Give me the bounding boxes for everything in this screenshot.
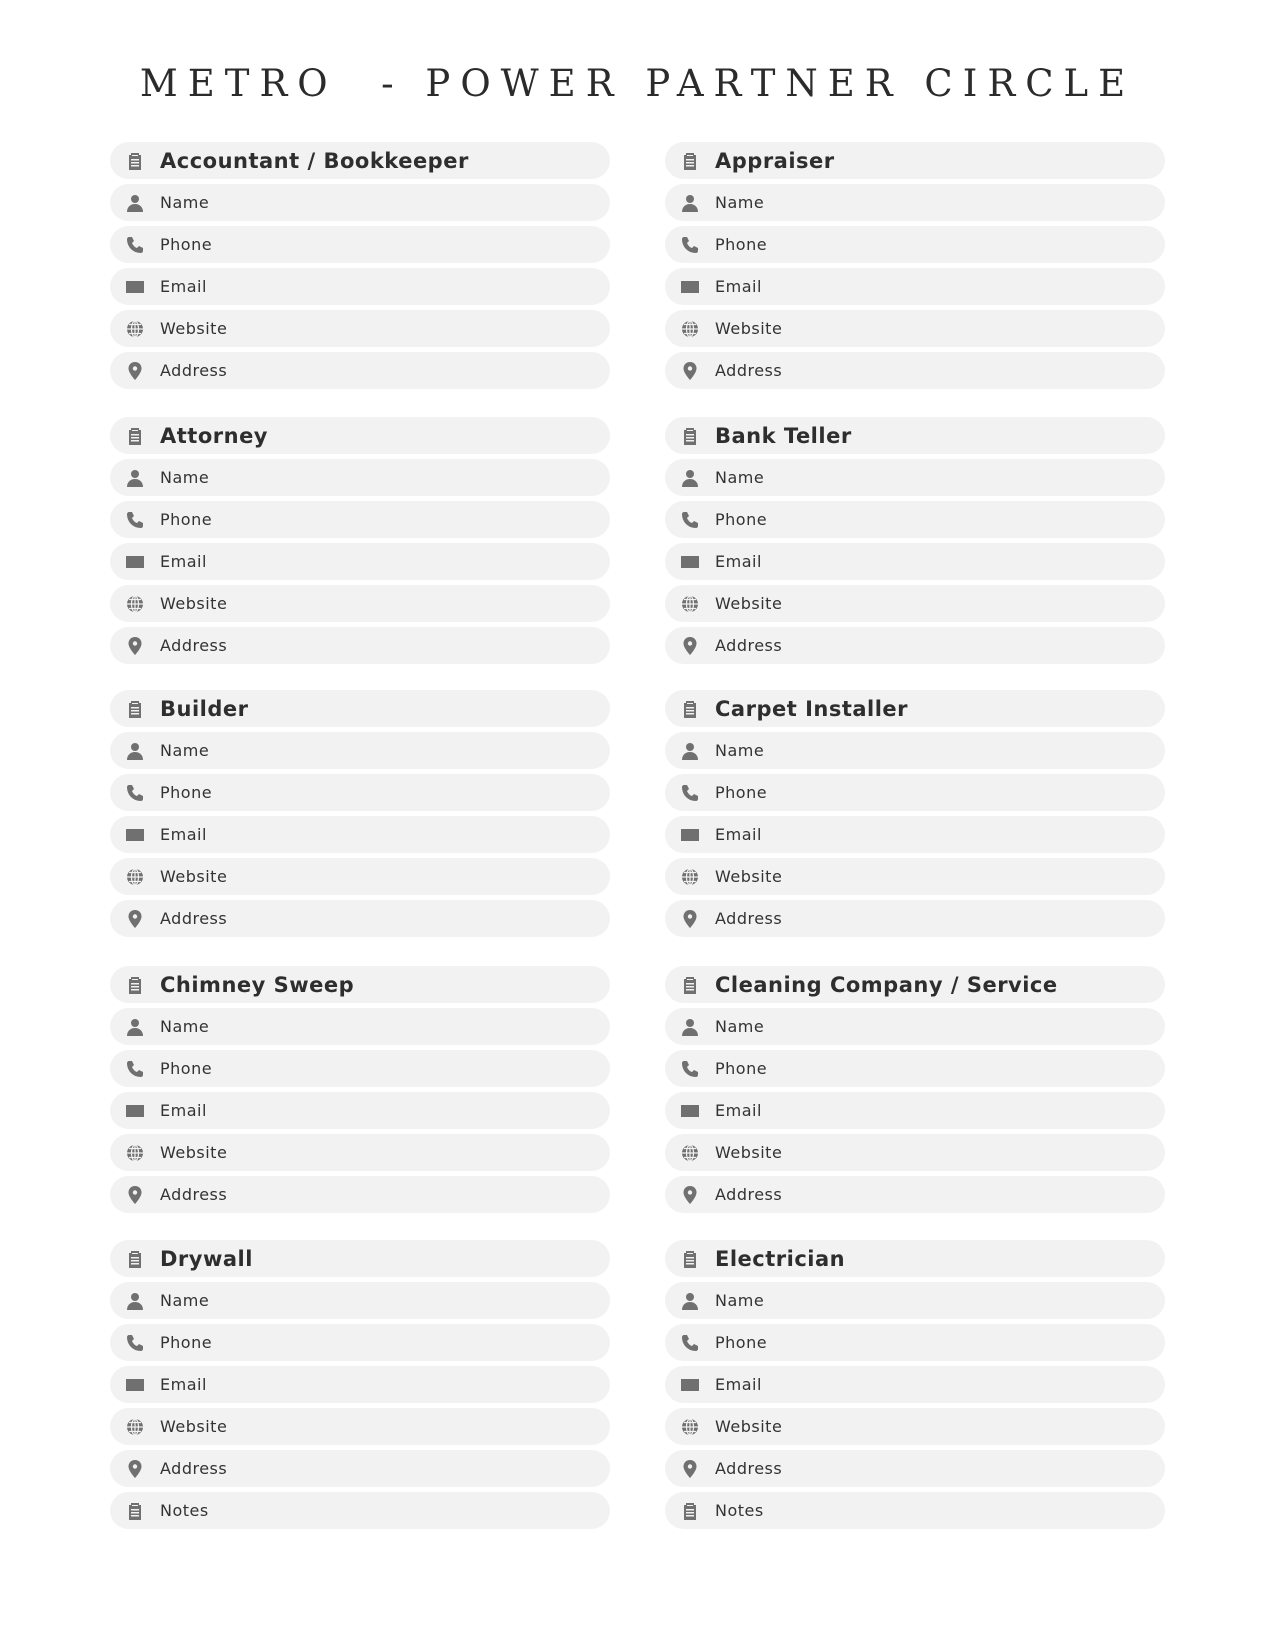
field-label-name: Name [160, 741, 210, 760]
globe-icon [679, 866, 701, 888]
envelope-icon [124, 276, 146, 298]
envelope-icon [124, 824, 146, 846]
field-name[interactable] [665, 732, 1165, 769]
card-header [110, 690, 610, 727]
field-label-address: Address [715, 636, 783, 655]
field-label-address: Address [715, 909, 783, 928]
contact-card [665, 690, 1165, 942]
field-label-name: Name [160, 1291, 210, 1310]
field-email[interactable] [110, 1092, 610, 1129]
field-phone[interactable] [665, 226, 1165, 263]
globe-icon [124, 593, 146, 615]
person-icon [124, 192, 146, 214]
field-label-address: Address [715, 361, 783, 380]
globe-icon [679, 593, 701, 615]
phone-icon [679, 782, 701, 804]
person-icon [679, 1290, 701, 1312]
contact-card [110, 690, 610, 942]
phone-icon [124, 1332, 146, 1354]
field-label-name: Name [715, 468, 765, 487]
envelope-icon [679, 276, 701, 298]
field-website[interactable] [665, 310, 1165, 347]
field-notes[interactable] [110, 1492, 610, 1529]
field-notes[interactable] [665, 1492, 1165, 1529]
field-address[interactable] [110, 1176, 610, 1213]
clipboard-icon [679, 1500, 701, 1522]
field-website[interactable] [110, 585, 610, 622]
field-label-email: Email [160, 277, 207, 296]
field-address[interactable] [665, 1176, 1165, 1213]
person-icon [679, 740, 701, 762]
card-header [110, 142, 610, 179]
field-label-website: Website [715, 1417, 783, 1436]
field-label-email: Email [715, 1375, 762, 1394]
envelope-icon [124, 1374, 146, 1396]
field-name[interactable] [110, 732, 610, 769]
contact-card [665, 417, 1165, 669]
field-label-phone: Phone [160, 783, 213, 802]
map-pin-icon [679, 1184, 701, 1206]
envelope-icon [124, 1100, 146, 1122]
field-email[interactable] [665, 1092, 1165, 1129]
field-email[interactable] [665, 543, 1165, 580]
field-label-name: Name [160, 468, 210, 487]
card-title: Accountant / Bookkeeper [160, 148, 469, 173]
field-email[interactable] [665, 1366, 1165, 1403]
field-label-website: Website [715, 594, 783, 613]
field-label-name: Name [715, 1017, 765, 1036]
field-name[interactable] [665, 184, 1165, 221]
field-label-name: Name [715, 193, 765, 212]
field-label-phone: Phone [715, 1333, 768, 1352]
field-email[interactable] [110, 1366, 610, 1403]
phone-icon [679, 1058, 701, 1080]
clipboard-icon [124, 698, 146, 720]
field-email[interactable] [110, 268, 610, 305]
map-pin-icon [124, 1184, 146, 1206]
field-label-phone: Phone [715, 1059, 768, 1078]
field-phone[interactable] [110, 1324, 610, 1361]
field-address[interactable] [110, 627, 610, 664]
field-label-notes: Notes [715, 1501, 764, 1520]
phone-icon [124, 234, 146, 256]
field-label-website: Website [160, 319, 228, 338]
field-phone[interactable] [110, 774, 610, 811]
field-label-website: Website [715, 867, 783, 886]
globe-icon [124, 866, 146, 888]
field-address[interactable] [110, 900, 610, 937]
contact-card [665, 1240, 1165, 1534]
field-label-address: Address [715, 1185, 783, 1204]
field-label-notes: Notes [160, 1501, 209, 1520]
field-website[interactable] [665, 1408, 1165, 1445]
card-header [110, 417, 610, 454]
field-label-address: Address [160, 1459, 228, 1478]
clipboard-icon [124, 425, 146, 447]
field-phone[interactable] [665, 1324, 1165, 1361]
field-address[interactable] [665, 627, 1165, 664]
field-phone[interactable] [665, 1050, 1165, 1087]
card-title: Cleaning Company / Service [715, 972, 1058, 997]
clipboard-icon [124, 1248, 146, 1270]
clipboard-icon [679, 698, 701, 720]
map-pin-icon [679, 908, 701, 930]
field-label-phone: Phone [160, 510, 213, 529]
field-address[interactable] [665, 900, 1165, 937]
field-address[interactable] [665, 1450, 1165, 1487]
card-header [665, 417, 1165, 454]
field-email[interactable] [665, 816, 1165, 853]
field-website[interactable] [665, 585, 1165, 622]
clipboard-icon [124, 1500, 146, 1522]
map-pin-icon [124, 1458, 146, 1480]
phone-icon [679, 1332, 701, 1354]
person-icon [679, 1016, 701, 1038]
clipboard-icon [679, 974, 701, 996]
map-pin-icon [679, 360, 701, 382]
contact-card [665, 142, 1165, 394]
field-email[interactable] [110, 816, 610, 853]
card-header [665, 142, 1165, 179]
card-header [665, 690, 1165, 727]
field-website[interactable] [665, 858, 1165, 895]
field-address[interactable] [665, 352, 1165, 389]
field-name[interactable] [665, 1008, 1165, 1045]
card-header [665, 1240, 1165, 1277]
map-pin-icon [124, 908, 146, 930]
contact-card [110, 142, 610, 394]
field-name[interactable] [110, 184, 610, 221]
phone-icon [679, 234, 701, 256]
field-label-address: Address [160, 1185, 228, 1204]
field-phone[interactable] [110, 1050, 610, 1087]
card-title: Appraiser [715, 148, 835, 173]
field-label-email: Email [715, 1101, 762, 1120]
clipboard-icon [124, 974, 146, 996]
field-label-website: Website [715, 319, 783, 338]
field-label-name: Name [160, 1017, 210, 1036]
field-label-address: Address [160, 361, 228, 380]
person-icon [124, 1016, 146, 1038]
phone-icon [679, 509, 701, 531]
phone-icon [124, 1058, 146, 1080]
field-website[interactable] [110, 1408, 610, 1445]
person-icon [124, 467, 146, 489]
envelope-icon [124, 551, 146, 573]
field-name[interactable] [110, 1008, 610, 1045]
field-name[interactable] [665, 1282, 1165, 1319]
person-icon [679, 467, 701, 489]
field-phone[interactable] [665, 774, 1165, 811]
contact-card [110, 417, 610, 669]
field-label-email: Email [160, 1101, 207, 1120]
card-title: Carpet Installer [715, 696, 909, 721]
envelope-icon [679, 1374, 701, 1396]
card-header [665, 966, 1165, 1003]
field-name[interactable] [110, 459, 610, 496]
field-label-website: Website [160, 867, 228, 886]
field-label-phone: Phone [715, 510, 768, 529]
field-label-name: Name [160, 193, 210, 212]
field-website[interactable] [110, 310, 610, 347]
card-header [110, 1240, 610, 1277]
field-label-name: Name [715, 741, 765, 760]
envelope-icon [679, 824, 701, 846]
field-label-phone: Phone [715, 783, 768, 802]
globe-icon [124, 1142, 146, 1164]
clipboard-icon [679, 150, 701, 172]
field-phone[interactable] [110, 226, 610, 263]
field-label-address: Address [160, 909, 228, 928]
field-label-phone: Phone [160, 1059, 213, 1078]
map-pin-icon [679, 1458, 701, 1480]
field-label-address: Address [160, 636, 228, 655]
field-label-email: Email [160, 552, 207, 571]
person-icon [124, 740, 146, 762]
map-pin-icon [124, 360, 146, 382]
field-address[interactable] [110, 352, 610, 389]
field-label-email: Email [160, 1375, 207, 1394]
clipboard-icon [679, 1248, 701, 1270]
field-label-name: Name [715, 1291, 765, 1310]
card-title: Chimney Sweep [160, 972, 355, 997]
field-website[interactable] [665, 1134, 1165, 1171]
phone-icon [124, 509, 146, 531]
globe-icon [124, 318, 146, 340]
field-label-website: Website [160, 1143, 228, 1162]
field-label-email: Email [715, 825, 762, 844]
field-label-website: Website [160, 594, 228, 613]
card-title: Attorney [160, 423, 268, 448]
field-name[interactable] [665, 459, 1165, 496]
globe-icon [124, 1416, 146, 1438]
field-address[interactable] [110, 1450, 610, 1487]
field-label-email: Email [715, 552, 762, 571]
envelope-icon [679, 1100, 701, 1122]
field-label-website: Website [715, 1143, 783, 1162]
map-pin-icon [679, 635, 701, 657]
field-label-phone: Phone [160, 235, 213, 254]
field-label-website: Website [160, 1417, 228, 1436]
card-title: Bank Teller [715, 423, 852, 448]
clipboard-icon [124, 150, 146, 172]
page-title: METRO - POWER PARTNER CIRCLE [139, 62, 1136, 105]
card-title: Builder [160, 696, 249, 721]
phone-icon [124, 782, 146, 804]
field-label-address: Address [715, 1459, 783, 1478]
contact-card [110, 966, 610, 1218]
map-pin-icon [124, 635, 146, 657]
clipboard-icon [679, 425, 701, 447]
card-title: Drywall [160, 1246, 253, 1271]
field-website[interactable] [110, 1134, 610, 1171]
field-label-phone: Phone [160, 1333, 213, 1352]
field-name[interactable] [110, 1282, 610, 1319]
globe-icon [679, 318, 701, 340]
card-header [110, 966, 610, 1003]
field-label-phone: Phone [715, 235, 768, 254]
field-label-email: Email [160, 825, 207, 844]
person-icon [679, 192, 701, 214]
field-email[interactable] [665, 268, 1165, 305]
field-phone[interactable] [665, 501, 1165, 538]
person-icon [124, 1290, 146, 1312]
envelope-icon [679, 551, 701, 573]
field-phone[interactable] [110, 501, 610, 538]
contact-card [665, 966, 1165, 1218]
globe-icon [679, 1142, 701, 1164]
contact-card [110, 1240, 610, 1534]
field-email[interactable] [110, 543, 610, 580]
card-title: Electrician [715, 1246, 846, 1271]
field-website[interactable] [110, 858, 610, 895]
field-label-email: Email [715, 277, 762, 296]
globe-icon [679, 1416, 701, 1438]
